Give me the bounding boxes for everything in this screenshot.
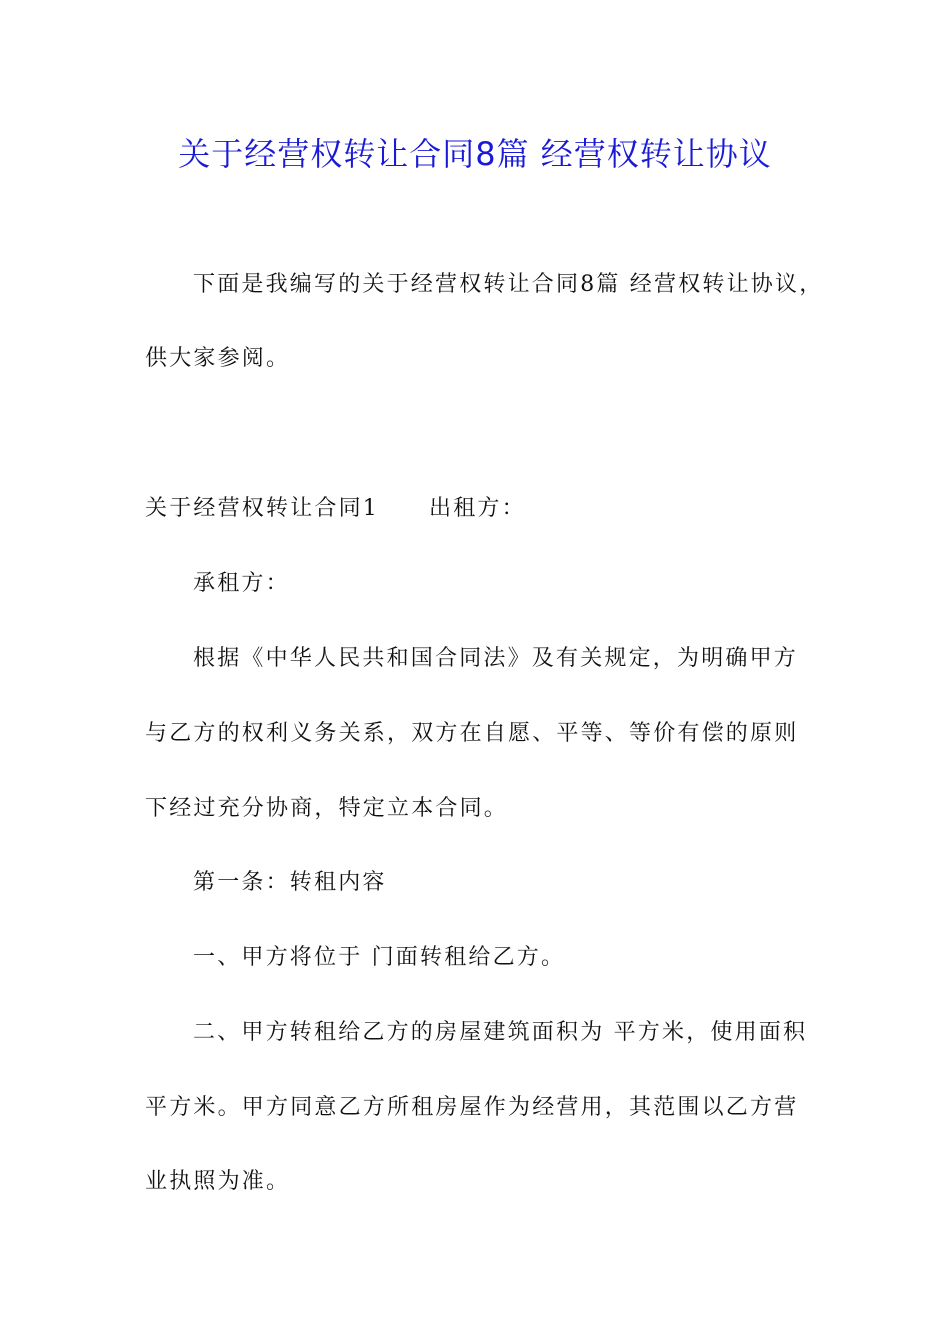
article-1-heading: 第一条：转租内容: [193, 870, 387, 895]
article-1-item-2-line-3: 业执照为准。: [145, 1169, 291, 1194]
preamble-line-3: 下经过充分协商，特定立本合同。: [145, 796, 509, 821]
document-title: 关于经营权转让合同8篇 经营权转让协议: [178, 135, 772, 173]
intro-line-2: 供大家参阅。: [145, 346, 291, 371]
article-1-item-2-line-2: 平方米。甲方同意乙方所租房屋作为经营用，其范围以乙方营: [145, 1095, 799, 1120]
contract-heading: 关于经营权转让合同1: [145, 496, 379, 521]
preamble-line-1: 根据《中华人民共和国合同法》及有关规定，为明确甲方: [193, 646, 799, 671]
lessor-label: 出租方：: [429, 496, 526, 521]
lessee-label: 承租方：: [193, 571, 290, 596]
intro-line-1: 下面是我编写的关于经营权转让合同8篇 经营权转让协议，: [193, 272, 824, 297]
article-1-item-1: 一、甲方将位于 门面转租给乙方。: [193, 945, 566, 970]
contract-heading-row: [145, 493, 526, 525]
article-1-item-2-line-1: 二、甲方转租给乙方的房屋建筑面积为 平方米，使用面积: [193, 1020, 808, 1045]
preamble-line-2: 与乙方的权利义务关系，双方在自愿、平等、等价有偿的原则: [145, 721, 799, 746]
